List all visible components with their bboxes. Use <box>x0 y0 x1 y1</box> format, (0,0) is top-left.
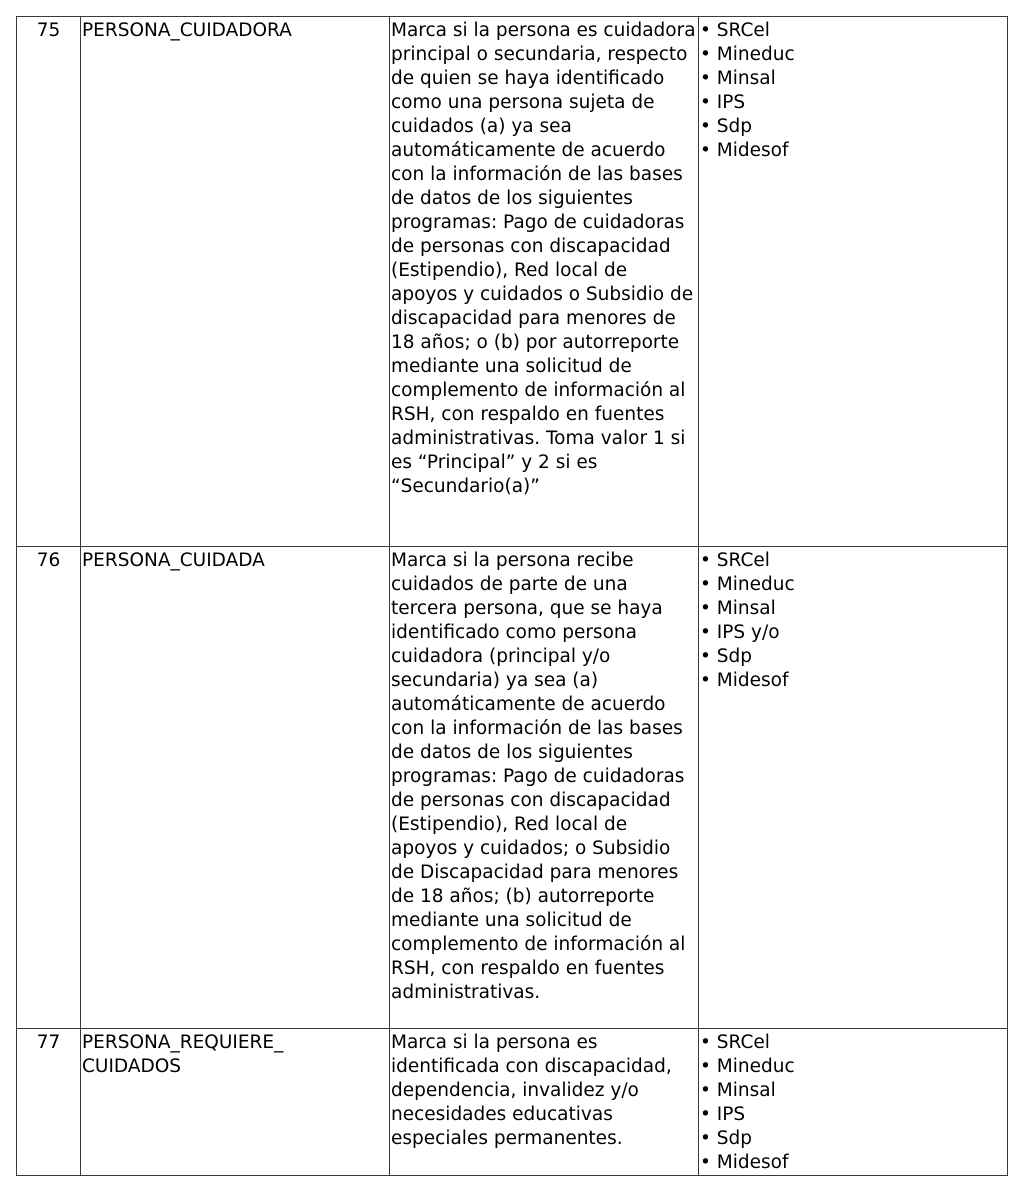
source-item: • SRCel <box>700 19 1006 43</box>
variable-name <box>81 1029 390 1176</box>
source-item: • Midesof <box>700 139 1006 163</box>
table-row <box>17 1029 1008 1176</box>
table-row <box>17 547 1008 1029</box>
data-sources <box>699 547 1008 1029</box>
source-item: • Sdp <box>700 645 1006 669</box>
source-item: • Midesof <box>700 1151 1006 1175</box>
source-item: • Minsal <box>700 597 1006 621</box>
source-item: • SRCel <box>700 1031 1006 1055</box>
variable-description: Marca si la persona recibe cuidados de parte de una tercera persona, que se haya identificado como persona cuidadora (principal y/o secundaria) ya sea (a) automáticamente de acuerdo con la información de las bases de datos de los siguientes programas: Pago de cuidadoras de personas con discapacidad (Estipendio), Red local de apoyos y cuidados; o Subsidio de Discapacidad para menores de 18 años; (b) autorreporte mediante una solicitud de complemento de información al RSH, con respaldo en fuentes administrativas. <box>390 547 699 1029</box>
source-item: • Minsal <box>700 67 1006 91</box>
source-list <box>700 549 1006 693</box>
variable-name-line: PERSONA_CUIDADA <box>82 550 265 571</box>
variable-name-line: CUIDADOS <box>82 1056 182 1077</box>
source-item: • Sdp <box>700 1127 1006 1151</box>
source-item: • IPS y/o <box>700 621 1006 645</box>
source-item: • Mineduc <box>700 573 1006 597</box>
source-item: • Sdp <box>700 115 1006 139</box>
source-list <box>700 19 1006 163</box>
variable-name-line: PERSONA_CUIDADORA <box>82 20 292 41</box>
source-item: • Mineduc <box>700 43 1006 67</box>
data-sources <box>699 17 1008 547</box>
variable-name-line: PERSONA_REQUIERE_ <box>82 1032 284 1053</box>
source-item: • Midesof <box>700 669 1006 693</box>
variable-name <box>81 547 390 1029</box>
row-number: 77 <box>17 1029 81 1176</box>
variables-table <box>16 16 1008 1176</box>
table-row <box>17 17 1008 547</box>
data-sources <box>699 1029 1008 1176</box>
source-list <box>700 1031 1006 1175</box>
variable-name <box>81 17 390 547</box>
row-number: 76 <box>17 547 81 1029</box>
row-number: 75 <box>17 17 81 547</box>
variable-description: Marca si la persona es cuidadora principal o secundaria, respecto de quien se haya identificado como una persona sujeta de cuidados (a) ya sea automáticamente de acuerdo con la información de las bases de datos de los siguientes programas: Pago de cuidadoras de personas con discapacidad (Estipendio), Red local de apoyos y cuidados o Subsidio de discapacidad para menores de 18 años; o (b) por autorreporte mediante una solicitud de complemento de información al RSH, con respaldo en fuentes administrativas. Toma valor 1 si es “Principal” y 2 si es “Secundario(a)” <box>390 17 699 547</box>
variable-description: Marca si la persona es identificada con discapacidad, dependencia, invalidez y/o necesidades educativas especiales permanentes. <box>390 1029 699 1176</box>
source-item: • SRCel <box>700 549 1006 573</box>
source-item: • Mineduc <box>700 1055 1006 1079</box>
source-item: • Minsal <box>700 1079 1006 1103</box>
source-item: • IPS <box>700 91 1006 115</box>
source-item: • IPS <box>700 1103 1006 1127</box>
